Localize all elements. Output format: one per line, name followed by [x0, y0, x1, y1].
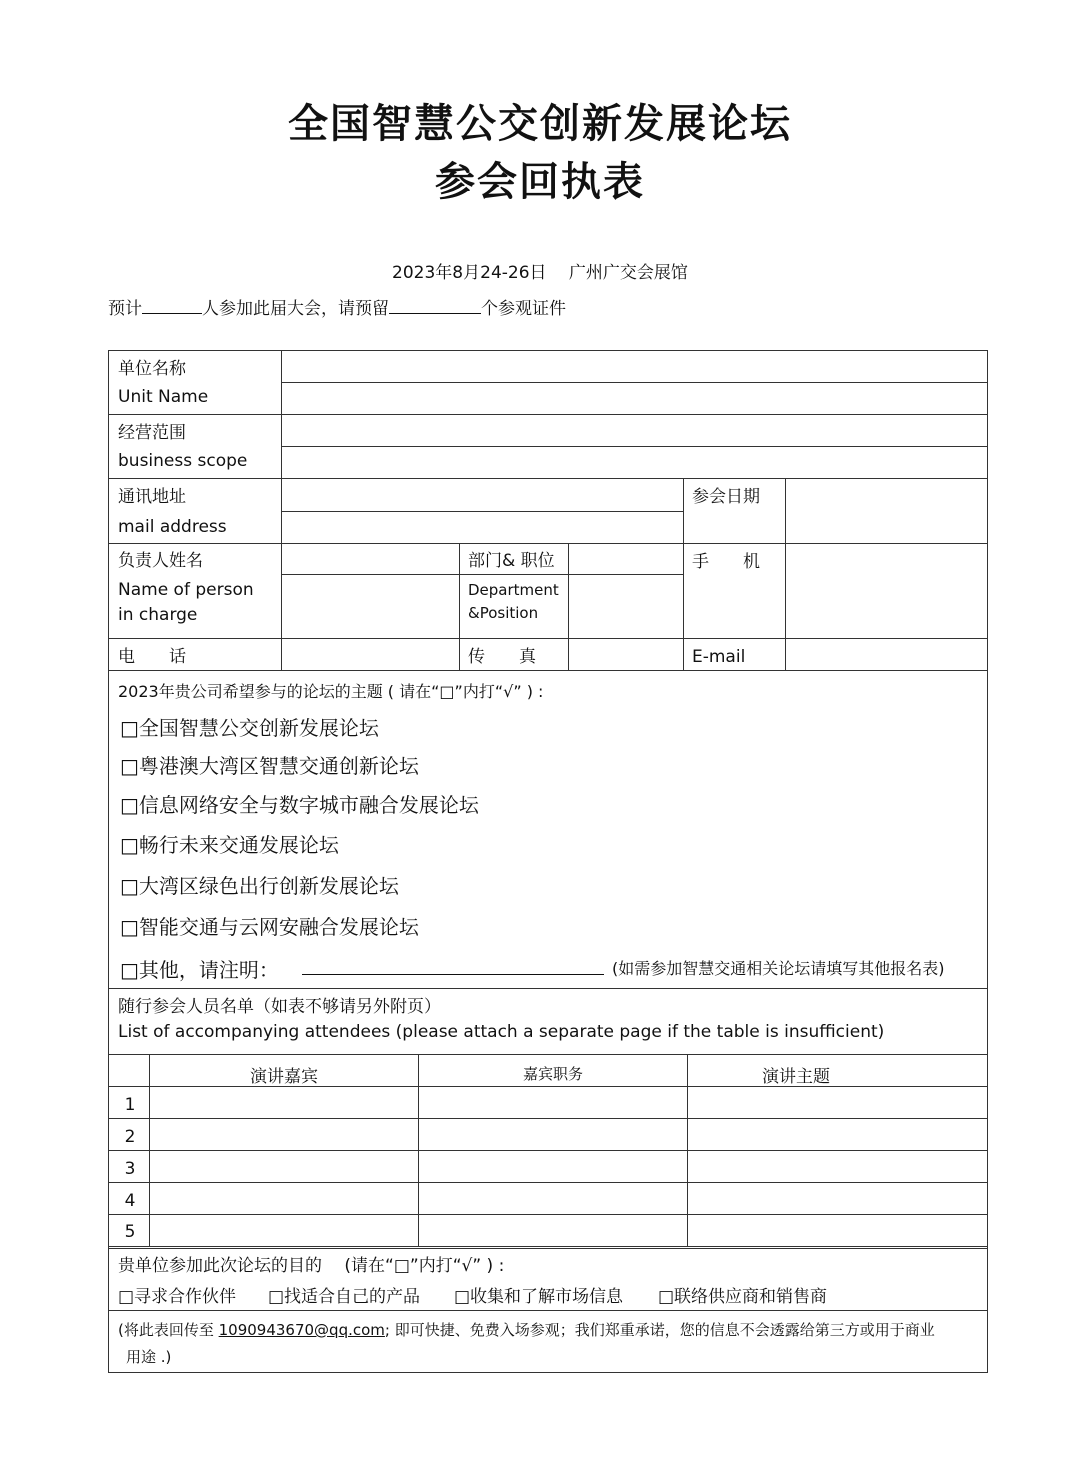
page-subtitle: 参会回执表 [435, 159, 645, 205]
dept-label-cn: 部门& 职位 [468, 551, 555, 571]
scope-label-cn: 经营范围 [118, 423, 186, 443]
person-in-charge-field[interactable] [282, 544, 459, 638]
footer-note: (将此表回传至 1090943670@qq.com; 即可快捷、免费入场参观；我们郑重承诺，您的信息不会透露给第三方或用于商业 [118, 1321, 935, 1339]
purpose-option-checkbox[interactable]: □联络供应商和销售商 [658, 1287, 828, 1307]
row-number: 5 [124, 1222, 136, 1242]
business-scope-field[interactable] [282, 415, 987, 478]
address-label-cn: 通讯地址 [118, 487, 186, 507]
forum-option-checkbox[interactable]: □畅行未来交通发展论坛 [120, 833, 339, 857]
purpose-option-checkbox[interactable]: □收集和了解市场信息 [454, 1287, 624, 1307]
fax-label: 传 真 [468, 647, 536, 667]
row-number: 4 [124, 1191, 136, 1211]
event-date-venue: 2023年8月24-26日 广州广交会展馆 [392, 263, 688, 283]
forum-prompt: 2023年贵公司希望参与的论坛的主题 ( 请在“□”内打“√” ) : [118, 682, 544, 701]
unit-name-label-cn: 单位名称 [118, 359, 186, 379]
row-number: 2 [124, 1127, 136, 1147]
row-number: 1 [124, 1095, 136, 1115]
forum-other-checkbox[interactable]: □其他，请注明： [120, 958, 279, 982]
forum-other-input[interactable] [302, 974, 604, 975]
forum-option-checkbox[interactable]: □信息网络安全与数字城市融合发展论坛 [120, 793, 479, 817]
attendance-estimate: 预计 人参加此届大会，请预留 个参观证件 [108, 294, 566, 319]
attendees-title-en: List of accompanying attendees (please attach a separate page if the table is insufficient) [118, 1022, 885, 1042]
forum-option-checkbox[interactable]: □全国智慧公交创新发展论坛 [120, 716, 379, 740]
person-label-en-1: Name of person [118, 580, 254, 600]
forum-other-note: (如需参加智慧交通相关论坛请填写其他报名表) [612, 959, 945, 978]
page-title: 全国智慧公交创新发展论坛 [288, 101, 792, 147]
attend-date-label: 参会日期 [692, 487, 760, 507]
mail-address-field[interactable] [282, 479, 683, 543]
department-position-field[interactable] [569, 544, 683, 638]
purpose-prompt: 贵单位参加此次论坛的目的 (请在“□”内打“√” ) : [118, 1256, 505, 1276]
mobile-label: 手 机 [692, 552, 760, 572]
phone-label: 电 话 [118, 647, 186, 667]
address-label-en: mail address [118, 517, 227, 537]
row-number: 3 [124, 1159, 136, 1179]
dept-label-en-2: &Position [468, 604, 539, 622]
attendees-title-cn: 随行参会人员名单（如表不够请另外附页） [118, 997, 441, 1017]
fax-field[interactable] [569, 639, 683, 670]
forum-option-checkbox[interactable]: □大湾区绿色出行创新发展论坛 [120, 874, 399, 898]
purpose-option-checkbox[interactable]: □找适合自己的产品 [268, 1287, 421, 1307]
email-label: E-mail [692, 647, 746, 667]
purpose-option-checkbox[interactable]: □寻求合作伙伴 [118, 1287, 237, 1307]
badge-count-field[interactable] [389, 296, 481, 314]
person-label-en-2: in charge [118, 605, 198, 625]
footer-note-line2: 用途 .) [126, 1348, 172, 1366]
column-header-topic: 演讲主题 [762, 1067, 830, 1087]
dept-label-en-1: Department [468, 581, 559, 599]
attend-date-field[interactable] [786, 479, 987, 543]
forum-option-checkbox[interactable]: □粤港澳大湾区智慧交通创新论坛 [120, 754, 419, 778]
column-header-speaker: 演讲嘉宾 [250, 1067, 318, 1087]
unit-name-label-en: Unit Name [118, 387, 209, 407]
unit-name-field[interactable] [282, 351, 987, 414]
mobile-field[interactable] [786, 544, 987, 638]
phone-field[interactable] [282, 639, 459, 670]
scope-label-en: business scope [118, 451, 248, 471]
forum-option-checkbox[interactable]: □智能交通与云网安融合发展论坛 [120, 915, 419, 939]
person-label-cn: 负责人姓名 [118, 551, 203, 571]
contact-email-link[interactable]: 1090943670@qq.com [218, 1321, 385, 1339]
attendee-count-field[interactable] [142, 296, 202, 314]
column-header-title: 嘉宾职务 [522, 1065, 583, 1083]
email-field[interactable] [786, 639, 987, 670]
